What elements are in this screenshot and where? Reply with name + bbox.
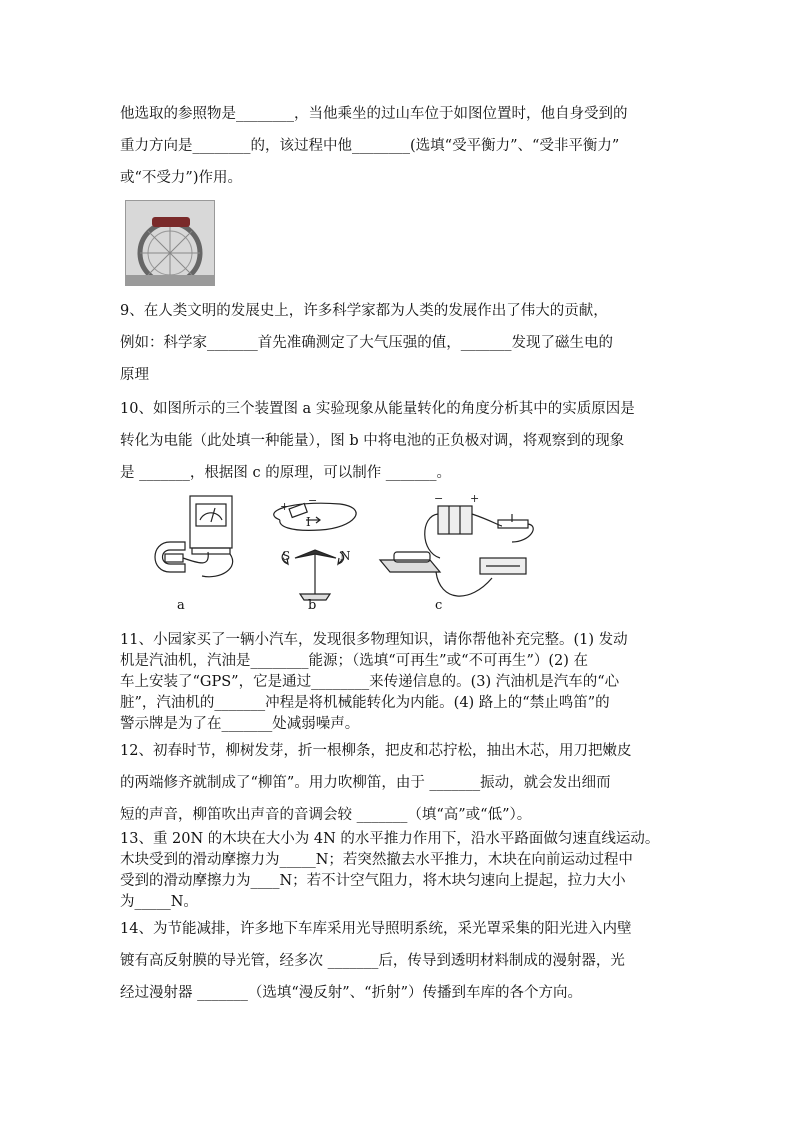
figure-b-plus-label: + <box>280 500 290 513</box>
question-13-line-2: 木块受到的滑动摩擦力为_____N；若突然撤去水平推力，木块在向前运动过程中 <box>120 852 633 868</box>
question-10-line-1: 10、如图所示的三个装置图 a 实验现象从能量转化的角度分析其中的实质原因是 <box>120 401 635 417</box>
roller-coaster-photo <box>125 200 215 286</box>
question-9-line-1: 9、在人类文明的发展史上，许多科学家都为人类的发展作出了伟大的贡献， <box>120 303 608 319</box>
question-12-line-1: 12、初春时节，柳树发芽，折一根柳条，把皮和芯拧松，抽出木芯，用刀把嫩皮 <box>120 743 632 759</box>
figure-caption-a: a <box>177 598 185 613</box>
figure-b-current-label: I <box>306 515 311 529</box>
figure-b-south-label: S <box>282 549 291 563</box>
question-10-line-2: 转化为电能（此处填一种能量），图 b 中将电池的正负极对调，将观察到的现象 <box>120 433 625 449</box>
text-line-2: 重力方向是________的，该过程中他________(选填“受平衡力”、“受非平衡力” <box>120 138 620 154</box>
question-10-line-3: 是 _______，根据图 c 的原理，可以制作 _______。 <box>120 465 452 481</box>
figure-b-minus-label: − <box>308 494 318 507</box>
question-11-line-3: 车上安装了“GPS”，它是通过________来传递信息的。(3) 汽油机是汽车的“心 <box>120 674 620 690</box>
figure-caption-b: b <box>308 598 317 613</box>
figure-c <box>380 506 533 596</box>
figure-caption-c: c <box>435 598 443 613</box>
figure-c-minus-label: − <box>434 492 444 505</box>
question-13-line-1: 13、重 20N 的木块在大小为 4N 的水平推力作用下，沿水平路面做匀速直线运动。 <box>120 831 660 847</box>
question-13-line-3: 受到的滑动摩擦力为____N；若不计空气阻力，将木块匀速向上提起，拉力大小 <box>120 873 626 889</box>
question-11-line-1: 11、小园家买了一辆小汽车，发现很多物理知识，请你帮他补充完整。(1) 发动 <box>120 632 628 648</box>
figure-b-north-label: N <box>340 549 351 563</box>
question-9-line-3: 原理 <box>120 367 149 383</box>
question-11-line-5: 警示牌是为了在_______处减弱噪声。 <box>120 716 360 732</box>
question-14-line-3: 经过漫射器 _______（选填“漫反射”、“折射”）传播到车库的各个方向。 <box>120 985 583 1001</box>
question-12-line-2: 的两端修齐就制成了“柳笛”。用力吹柳笛，由于 _______振动，就会发出细而 <box>120 775 611 791</box>
question-13-line-4: 为_____N。 <box>120 894 198 910</box>
figure-c-plus-label: + <box>470 492 480 505</box>
question-9-line-2: 例如：科学家_______首先准确测定了大气压强的值，_______发现了磁生电的 <box>120 335 613 351</box>
question-14-line-1: 14、为节能减排，许多地下车库采用光导照明系统，采光罩采集的阳光进入内壁 <box>120 921 632 937</box>
question-12-line-3: 短的声音，柳笛吹出声音的音调会较 _______（填“高”或“低”）。 <box>120 807 532 823</box>
figure-a <box>155 496 233 577</box>
question-14-line-2: 镀有高反射膜的导光管，经多次 _______后，传导到透明材料制成的漫射器，光 <box>120 953 625 969</box>
question-11-line-2: 机是汽油机，汽油是________能源；（选填“可再生”或“不可再生”）(2) 在 <box>120 653 589 669</box>
text-line-3: 或“不受力”)作用。 <box>120 170 242 186</box>
question-11-line-4: 脏”，汽油机的_______冲程是将机械能转化为内能。(4) 路上的“禁止鸣笛”的 <box>120 695 610 711</box>
apparatus-figure <box>140 492 560 617</box>
text-line-1: 他选取的参照物是________，当他乘坐的过山车位于如图位置时，他自身受到的 <box>120 106 628 122</box>
